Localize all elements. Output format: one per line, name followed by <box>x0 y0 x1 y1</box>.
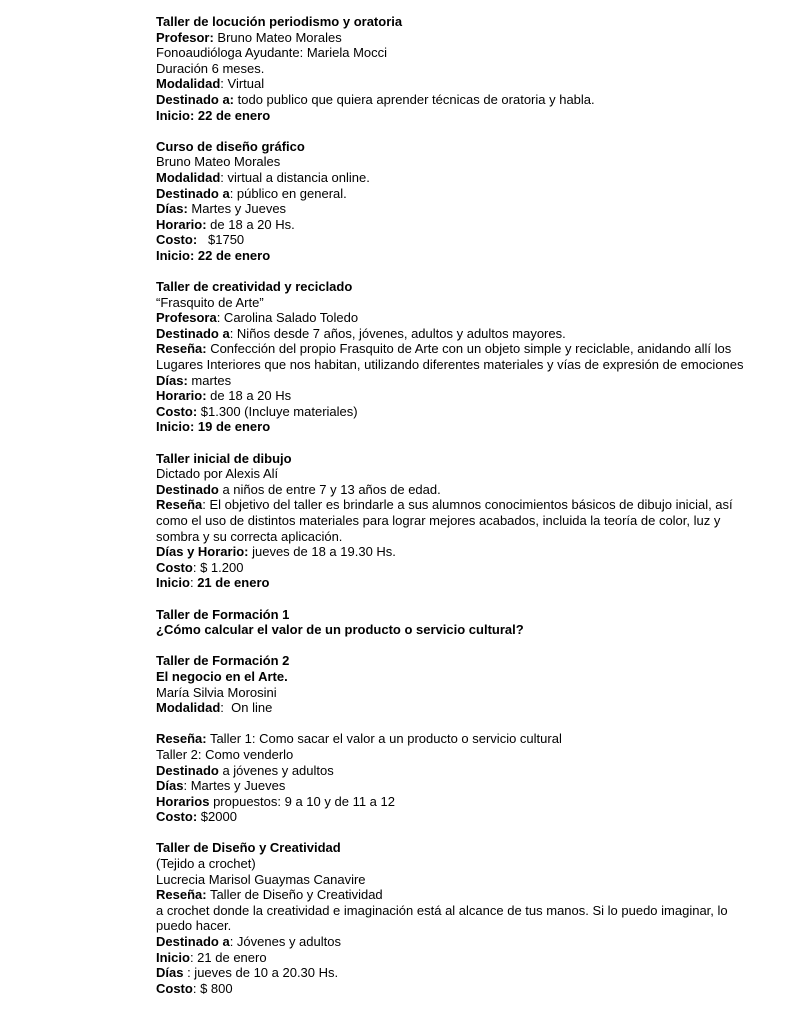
detail-label: Costo <box>156 559 193 575</box>
course-detail-line <box>156 108 766 124</box>
course-detail-line <box>156 981 766 997</box>
detail-value: Taller 1: Como sacar el valor a un producto o servicio cultural <box>206 731 562 747</box>
course-title: Taller de Diseño y Creatividad <box>156 840 341 856</box>
detail-value: : El objetivo del taller es brindarle a sus alumnos conocimientos básicos de dibujo inicial, así como el uso de distintos materiales para lograr mejores acabados, incluida la teoría de color, luz y sombra y su correcta aplicación. <box>156 497 737 544</box>
detail-label: Destinado a <box>156 185 230 201</box>
detail-label: Reseña: <box>156 341 207 357</box>
detail-label: Destinado a <box>156 325 230 341</box>
detail-value: Confección del propio Frasquito de Arte con un objeto simple y reciclable, anidando allí los Lugares Interiores que nos habitan, utilizando diferentes materiales y vías de expresión de emociones <box>156 341 744 373</box>
course-detail-line <box>156 778 766 794</box>
detail-value: $1.300 (Incluye materiales) <box>197 403 358 419</box>
detail-value: a jóvenes y adultos <box>218 762 334 778</box>
course-detail-line <box>156 965 766 981</box>
detail-value: (Tejido a crochet) <box>156 856 256 872</box>
detail-label: Destinado a: <box>156 91 235 107</box>
course-detail-line <box>156 217 766 233</box>
detail-label: Días <box>156 778 184 794</box>
course-title: Taller de Formación 1 <box>156 606 290 622</box>
detail-label: Inicio <box>156 575 190 591</box>
detail-value-bold: 21 de enero <box>197 575 270 591</box>
detail-label: Modalidad <box>156 76 221 92</box>
detail-label: Costo: <box>156 809 198 825</box>
detail-value: Dictado por Alexis Alí <box>156 466 279 482</box>
course-detail-line <box>156 622 766 638</box>
detail-value: : Carolina Salado Toledo <box>216 310 359 326</box>
course-detail-line <box>156 326 766 342</box>
detail-value: : $ 800 <box>192 980 233 996</box>
course-detail-line <box>156 186 766 202</box>
course-block <box>156 840 766 996</box>
course-detail-line <box>156 950 766 966</box>
course-detail-line <box>156 809 766 825</box>
detail-value: “Frasquito de Arte” <box>156 294 264 310</box>
course-detail-line <box>156 575 766 591</box>
detail-value: Fonoaudióloga Ayudante: Mariela Mocci <box>156 45 388 61</box>
course-title: Taller de locución periodismo y oratoria <box>156 14 403 29</box>
course-detail-line <box>156 61 766 77</box>
detail-value: Lucrecia Marisol Guaymas Canavire <box>156 871 366 887</box>
course-detail-line <box>156 763 766 779</box>
detail-value: : Niños desde 7 años, jóvenes, adultos y adultos mayores. <box>229 325 566 341</box>
detail-value: : virtual a distancia online. <box>220 169 370 185</box>
detail-value: de 18 a 20 Hs <box>206 388 292 404</box>
course-detail-line <box>156 497 766 544</box>
detail-label: Reseña: <box>156 731 207 747</box>
course-detail-line <box>156 685 766 701</box>
detail-label: Inicio: 22 de enero <box>156 247 271 263</box>
detail-value: : 21 de enero <box>189 949 267 965</box>
detail-label: Reseña: <box>156 887 207 903</box>
course-title: Taller inicial de dibujo <box>156 450 292 466</box>
course-detail-line <box>156 872 766 888</box>
detail-label: Destinado <box>156 762 219 778</box>
course-block <box>156 139 766 264</box>
detail-label: Costo: <box>156 232 198 248</box>
detail-label: Modalidad <box>156 700 221 716</box>
detail-value: todo publico que quiera aprender técnicas de oratoria y habla. <box>234 91 595 107</box>
course-detail-line <box>156 934 766 950</box>
detail-label: Días: <box>156 201 188 217</box>
course-detail-line <box>156 248 766 264</box>
course-block <box>156 451 766 591</box>
course-detail-line <box>156 560 766 576</box>
detail-value: : Jóvenes y adultos <box>229 934 341 950</box>
course-detail-line <box>156 482 766 498</box>
detail-label: Horario: <box>156 216 207 232</box>
detail-value: : <box>189 575 198 591</box>
detail-label: Destinado a <box>156 934 230 950</box>
document-page <box>156 14 766 1012</box>
course-block <box>156 14 766 123</box>
detail-label: Días: <box>156 372 188 388</box>
detail-label: Modalidad <box>156 169 221 185</box>
course-detail-line <box>156 700 766 716</box>
course-block <box>156 653 766 715</box>
detail-label: Costo <box>156 980 193 996</box>
course-detail-line <box>156 92 766 108</box>
detail-value: Martes y Jueves <box>187 201 287 217</box>
detail-label: El negocio en el Arte. <box>156 668 288 684</box>
course-detail-line <box>156 903 766 934</box>
detail-label: Profesor: <box>156 29 214 45</box>
detail-label: Inicio <box>156 949 190 965</box>
course-detail-line <box>156 154 766 170</box>
course-detail-line <box>156 341 766 372</box>
detail-value: Taller 2: Como venderlo <box>156 746 294 762</box>
course-detail-line <box>156 30 766 46</box>
course-detail-line <box>156 419 766 435</box>
detail-value: Taller de Diseño y Creatividad <box>206 887 383 903</box>
detail-label: Horario: <box>156 388 207 404</box>
detail-value: : Virtual <box>220 76 265 92</box>
course-detail-line <box>156 373 766 389</box>
detail-value: : jueves de 10 a 20.30 Hs. <box>183 965 339 981</box>
course-block <box>156 279 766 435</box>
detail-value: Duración 6 meses. <box>156 60 265 76</box>
course-detail-line <box>156 170 766 186</box>
detail-label: Inicio: 22 de enero <box>156 107 271 123</box>
detail-label: Inicio: 19 de enero <box>156 419 271 435</box>
course-detail-line <box>156 404 766 420</box>
detail-value: : On line <box>220 700 273 716</box>
detail-label: Días <box>156 965 184 981</box>
detail-label: Costo: <box>156 403 198 419</box>
detail-label: Reseña <box>156 497 203 513</box>
course-detail-line <box>156 466 766 482</box>
course-detail-line <box>156 544 766 560</box>
course-detail-line <box>156 887 766 903</box>
course-title: Taller de creatividad y reciclado <box>156 279 353 295</box>
course-title: Curso de diseño gráfico <box>156 138 305 154</box>
course-detail-line <box>156 747 766 763</box>
course-block <box>156 731 766 825</box>
course-detail-line <box>156 794 766 810</box>
course-detail-line <box>156 232 766 248</box>
detail-value: a niños de entre 7 y 13 años de edad. <box>218 481 441 497</box>
course-block <box>156 607 766 638</box>
detail-value: a crochet donde la creatividad e imaginación está al alcance de tus manos. Si lo puedo imaginar, lo puedo hacer. <box>156 902 732 934</box>
course-detail-line <box>156 856 766 872</box>
detail-value: jueves de 18 a 19.30 Hs. <box>248 544 396 560</box>
course-title: Taller de Formación 2 <box>156 653 290 669</box>
detail-value: martes <box>187 372 232 388</box>
detail-label: Profesora <box>156 310 217 326</box>
detail-value: $1750 <box>197 232 245 248</box>
detail-value: : $ 1.200 <box>192 559 244 575</box>
detail-label: ¿Cómo calcular el valor de un producto o servicio cultural? <box>156 622 524 638</box>
course-detail-line <box>156 310 766 326</box>
detail-label: Horarios <box>156 793 210 809</box>
detail-value: María Silvia Morosini <box>156 684 277 700</box>
detail-value: Bruno Mateo Morales <box>156 154 281 170</box>
course-detail-line <box>156 731 766 747</box>
detail-value: de 18 a 20 Hs. <box>206 216 295 232</box>
course-detail-line <box>156 669 766 685</box>
detail-value: : público en general. <box>229 185 347 201</box>
course-detail-line <box>156 388 766 404</box>
course-detail-line <box>156 76 766 92</box>
course-detail-line <box>156 45 766 61</box>
course-detail-line <box>156 201 766 217</box>
detail-value: $2000 <box>197 809 237 825</box>
detail-value: : Martes y Jueves <box>183 778 286 794</box>
detail-label: Días y Horario: <box>156 544 249 560</box>
detail-label: Destinado <box>156 481 219 497</box>
course-detail-line <box>156 295 766 311</box>
detail-value: propuestos: 9 a 10 y de 11 a 12 <box>209 793 395 809</box>
detail-value: Bruno Mateo Morales <box>213 29 342 45</box>
